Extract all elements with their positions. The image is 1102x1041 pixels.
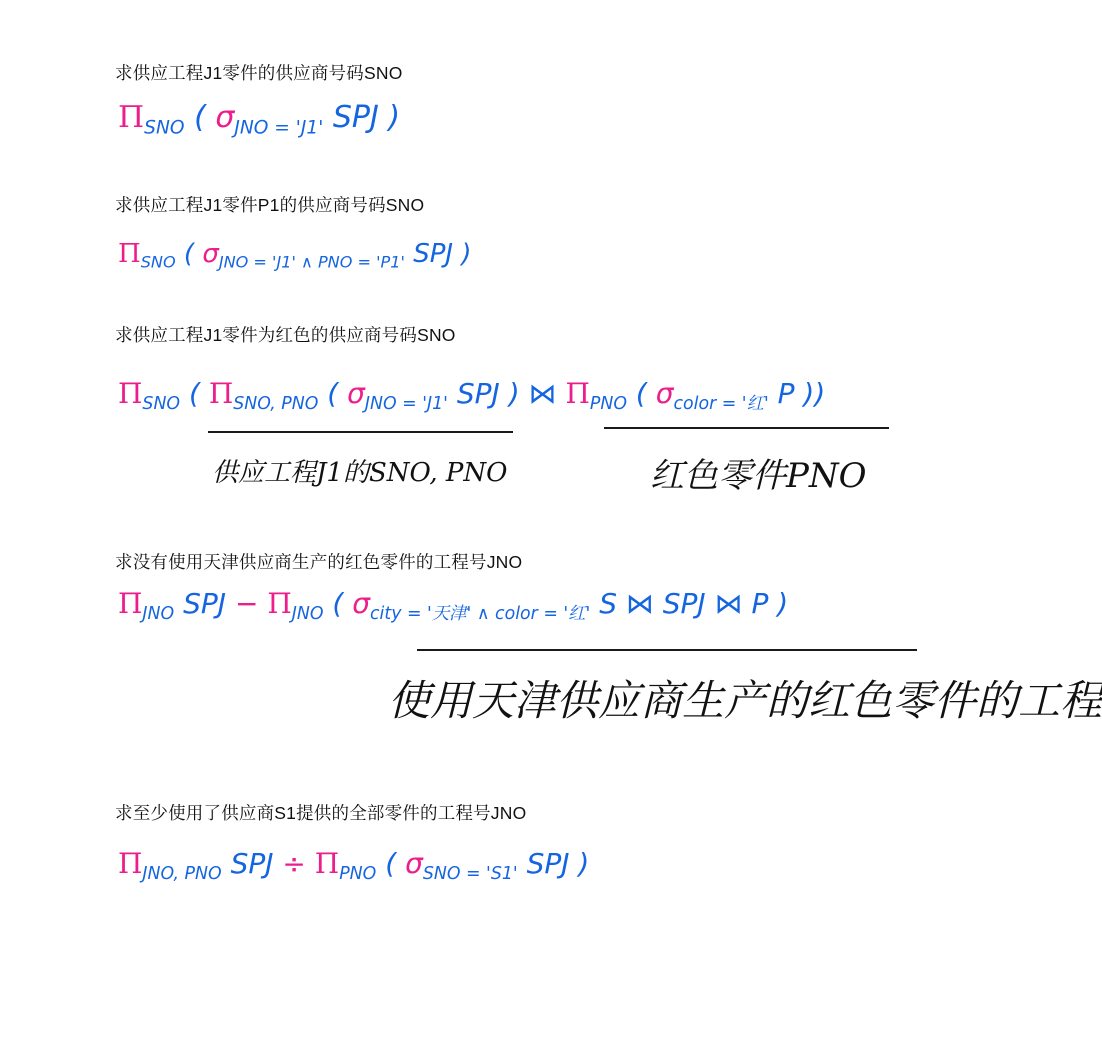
selection-symbol: σ [655,377,674,410]
projection-symbol: Π [118,847,143,880]
projection-attrs: SNO [144,117,185,139]
selection-symbol: σ [215,100,235,135]
projection-symbol: Π [118,587,143,620]
selection-condition: city = '天津' ∧ color = '红' [370,604,591,625]
projection-attrs: PNO [589,394,627,415]
projection-symbol: Π [565,377,590,410]
projection-symbol: Π [118,100,145,135]
projection-symbol: Π [267,587,292,620]
paren-open: ( [183,239,195,269]
paren-close: ) [388,100,401,135]
difference-symbol: − [234,587,259,620]
projection-attrs: PNO [339,864,377,885]
selection-condition: color = '红' [673,394,769,415]
division-symbol: ÷ [282,847,306,880]
relation-name: SPJ [230,847,274,880]
projection-attrs: JNO, PNO [142,864,222,885]
projection-symbol: Π [314,847,340,880]
relation-name: SPJ [456,377,500,410]
selection-symbol: σ [202,239,219,269]
relation-name: SPJ [526,847,570,880]
question-4-text: 求没有使用天津供应商生产的红色零件的工程号JNO [115,552,523,572]
annotation: 红色零件PNO [650,456,867,496]
paren-close: ) [803,377,815,410]
paren-open: ( [385,847,397,880]
relation-name: SPJ [413,239,454,269]
paren-open: ( [635,377,647,410]
selection-condition: JNO = 'J1' [234,117,324,139]
projection-symbol: Π [118,239,141,269]
expression-5 [118,847,590,885]
paren-open: ( [189,377,200,410]
underline [208,431,513,433]
paren-close: ) [777,587,789,620]
paren-close: ) [508,377,520,410]
annotation: 使用天津供应商生产的红色零件的工程 [388,676,1102,725]
expression-4 [118,587,789,625]
selection-condition: JNO = 'J1' ∧ PNO = 'P1' [218,252,405,272]
paren-open: ( [194,100,206,135]
selection-symbol: σ [405,847,423,880]
relation-name: P [777,377,795,410]
selection-condition: JNO = 'J1' [364,394,448,415]
question-3-text: 求供应工程J1零件为红色的供应商号码SNO [115,325,456,345]
selection-condition: SNO = 'S1' [422,864,518,885]
selection-symbol: σ [347,377,365,410]
projection-attrs: SNO [142,394,181,415]
expression-1 [118,100,401,139]
underline [417,649,917,651]
expression-2 [118,241,472,271]
relation-name: SPJ [183,587,227,620]
question-1-text: 求供应工程J1零件的供应商号码SNO [115,63,403,83]
question-2-text: 求供应工程J1零件P1的供应商号码SNO [115,195,425,215]
projection-symbol: Π [118,377,143,410]
projection-attrs: SNO, PNO [233,394,319,415]
expression-3 [118,377,826,415]
projection-attrs: JNO [291,604,324,625]
paren-open: ( [327,377,339,410]
question-5-text: 求至少使用了供应商S1提供的全部零件的工程号JNO [115,803,527,823]
annotation: 供应工程J1的SNO, PNO [212,458,508,488]
projection-attrs: SNO [140,252,176,272]
paren-close: ) [814,377,826,410]
relation-name: S ⋈ SPJ ⋈ P [599,587,769,620]
projection-symbol: Π [208,377,234,410]
paren-open: ( [332,587,344,620]
relation-name: SPJ [332,100,379,135]
paren-close: ) [461,239,472,269]
join-symbol: ⋈ [528,377,557,410]
paren-close: ) [578,847,590,880]
underline [604,427,889,429]
projection-attrs: JNO [142,604,175,625]
selection-symbol: σ [352,587,371,620]
